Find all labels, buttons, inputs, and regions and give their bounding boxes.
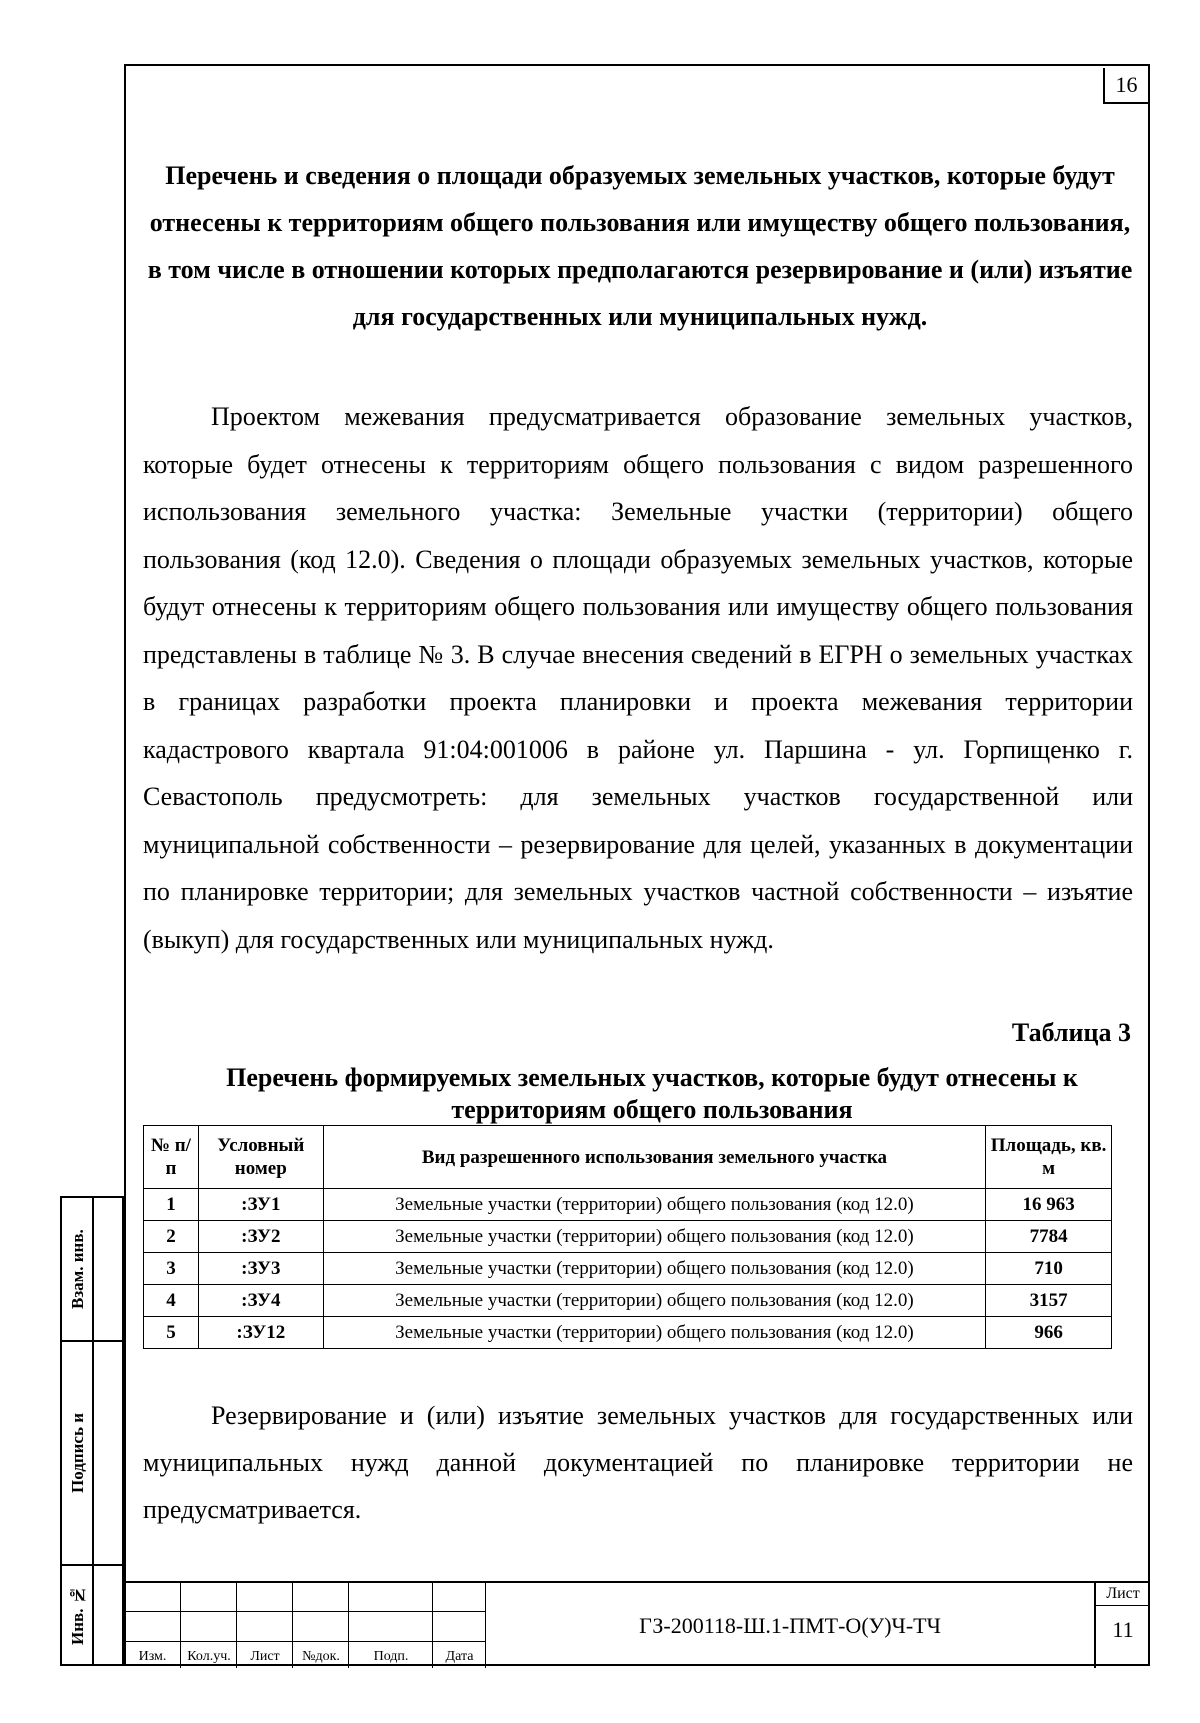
cell-num: 1 (144, 1189, 199, 1221)
title-block (124, 1581, 1150, 1666)
cell-use: Земельные участки (территории) общего пользования (код 12.0) (323, 1221, 985, 1253)
table-header-row (144, 1126, 1112, 1189)
paragraph-intro: Проектом межевания предусматривается образование земельных участков, которые будет отнесены к территориям общего пользования с видом разрешенного использования земельного участка: Земельные участки (территории) общего пользования (код 12.0). Сведения о площади образуемых земельных участков, которые будут отнесены к территориям общего пользования или имуществу общего пользования представлены в таблице № 3. В случае внесения сведений в ЕГРН о земельных участках в границах разработки проекта планировки и проекта межевания территории кадастрового квартала 91:04:001006 в районе ул. Паршина - ул. Горпищенко г. Севастополь предусмотреть: для земельных участков государственной или муниципальной собственности – резервирование для целей, указанных в документации по планировке территории; для земельных участков частной собственности – изъятие (выкуп) для государственных или муниципальных нужд. (143, 402, 1133, 954)
cell-area: 7784 (986, 1221, 1112, 1253)
col-label-data: Дата (445, 1649, 474, 1664)
section-heading: Перечень и сведения о площади образуемых земельных участков, которые будут отнесены к территориям общего пользования или имуществу общего пользования, в том числе в отношении которых предполагаются резервирование и (или) изъятие для государственных или муниципальных нужд. (147, 161, 1133, 331)
cell-use: Земельные участки (территории) общего пользования (код 12.0) (323, 1285, 985, 1317)
side-label-inv: Инв. № (68, 1585, 87, 1645)
header-area: Площадь, кв. м (986, 1126, 1112, 1189)
header-num: № п/п (144, 1126, 199, 1189)
cell-num: 3 (144, 1253, 199, 1285)
side-stamp-vzam (60, 1196, 124, 1342)
side-stamp-podpis (60, 1342, 124, 1566)
col-label-izm: Изм. (138, 1649, 167, 1664)
cell-use: Земельные участки (территории) общего пользования (код 12.0) (323, 1317, 985, 1349)
cell-code: :ЗУ12 (198, 1317, 323, 1349)
cell-code: :ЗУ4 (198, 1285, 323, 1317)
land-plots-table (143, 1125, 1112, 1349)
header-code: Условный номер (198, 1126, 323, 1189)
corner-page-number: 16 (1103, 68, 1148, 104)
cell-code: :ЗУ2 (198, 1221, 323, 1253)
cell-area: 3157 (986, 1285, 1112, 1317)
cell-use: Земельные участки (территории) общего пользования (код 12.0) (323, 1189, 985, 1221)
cell-code: :ЗУ1 (198, 1189, 323, 1221)
table-title: Перечень формируемых земельных участков, которые будут отнесены к территориям общего пользования (226, 1063, 1078, 1124)
side-label-podpis: Подпись и (68, 1413, 87, 1494)
col-label-podp: Подп. (373, 1649, 409, 1664)
sheet-number: 11 (1112, 1617, 1134, 1642)
cell-num: 5 (144, 1317, 199, 1349)
side-stamp-inv (60, 1566, 124, 1666)
table-row (144, 1221, 1112, 1253)
side-label-vzam: Взам. инв. (68, 1229, 87, 1309)
header-use: Вид разрешенного использования земельного участка (323, 1126, 985, 1189)
table-row (144, 1189, 1112, 1221)
col-label-list: Лист (250, 1649, 280, 1664)
cell-code: :ЗУ3 (198, 1253, 323, 1285)
cell-use: Земельные участки (территории) общего пользования (код 12.0) (323, 1253, 985, 1285)
col-label-ndok: №док. (302, 1649, 340, 1664)
table-row (144, 1253, 1112, 1285)
col-label-kolich: Кол.уч. (187, 1649, 231, 1664)
cell-area: 966 (986, 1317, 1112, 1349)
paragraph-reservation: Резервирование и (или) изъятие земельных участков для государственных или муниципальных нужд данной документацией по планировке территории не предусматривается. (143, 1401, 1133, 1524)
cell-num: 4 (144, 1285, 199, 1317)
document-code: ГЗ-200118-Ш.1-ПМТ-О(У)Ч-ТЧ (639, 1612, 941, 1638)
cell-num: 2 (144, 1221, 199, 1253)
table-number: Таблица 3 (1011, 1018, 1131, 1047)
cell-area: 710 (986, 1253, 1112, 1285)
table-row (144, 1285, 1112, 1317)
sheet-label: Лист (1106, 1585, 1140, 1602)
cell-area: 16 963 (986, 1189, 1112, 1221)
table-row (144, 1317, 1112, 1349)
sheet-box (1094, 1583, 1150, 1668)
